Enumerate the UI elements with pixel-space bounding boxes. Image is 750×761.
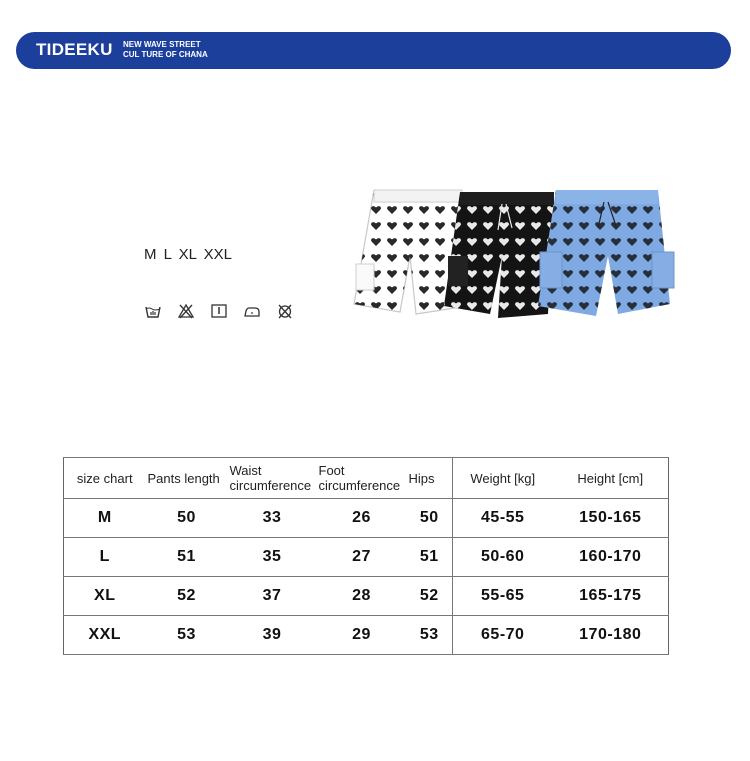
cell-weight: 50-60 bbox=[453, 538, 553, 577]
cell-pants-length: 50 bbox=[146, 499, 228, 538]
header-pants-length: Pants length bbox=[146, 458, 228, 499]
header-foot: Foot circumference bbox=[317, 458, 407, 499]
cell-height: 150-165 bbox=[553, 499, 669, 538]
available-sizes: M L XL XXL bbox=[144, 246, 232, 263]
hand-wash-icon bbox=[144, 303, 162, 319]
brand-name: TIDEEKU bbox=[36, 40, 113, 59]
header-size-chart: size chart bbox=[64, 458, 146, 499]
brand-banner bbox=[16, 32, 731, 69]
table-row bbox=[64, 499, 669, 538]
iron-icon bbox=[243, 303, 261, 319]
care-instructions bbox=[144, 303, 294, 319]
cell-hips: 50 bbox=[407, 499, 453, 538]
blue-shorts bbox=[538, 190, 674, 316]
tagline-line-1: NEW WAVE STREET bbox=[123, 40, 201, 49]
cell-pants-length: 51 bbox=[146, 538, 228, 577]
cell-foot: 27 bbox=[317, 538, 407, 577]
no-bleach-icon bbox=[177, 303, 195, 319]
brand-tagline bbox=[123, 40, 208, 60]
hang-dry-icon bbox=[210, 303, 228, 319]
header-hips: Hips bbox=[407, 458, 453, 499]
product-image-shorts bbox=[352, 186, 684, 324]
cell-size: XXL bbox=[64, 616, 146, 655]
table-row bbox=[64, 616, 669, 655]
table-row bbox=[64, 577, 669, 616]
cell-weight: 55-65 bbox=[453, 577, 553, 616]
cell-pants-length: 53 bbox=[146, 616, 228, 655]
cell-hips: 51 bbox=[407, 538, 453, 577]
cell-foot: 26 bbox=[317, 499, 407, 538]
header-waist: Waist circumference bbox=[228, 458, 317, 499]
size-chart bbox=[63, 457, 669, 655]
cell-height: 160-170 bbox=[553, 538, 669, 577]
cell-foot: 29 bbox=[317, 616, 407, 655]
cell-height: 170-180 bbox=[553, 616, 669, 655]
cell-hips: 52 bbox=[407, 577, 453, 616]
cell-weight: 65-70 bbox=[453, 616, 553, 655]
header-weight: Weight [kg] bbox=[453, 458, 553, 499]
cell-weight: 45-55 bbox=[453, 499, 553, 538]
table-row bbox=[64, 538, 669, 577]
cell-waist: 37 bbox=[228, 577, 317, 616]
cell-size: M bbox=[64, 499, 146, 538]
header-height: Height [cm] bbox=[553, 458, 669, 499]
cell-foot: 28 bbox=[317, 577, 407, 616]
cell-height: 165-175 bbox=[553, 577, 669, 616]
cell-size: L bbox=[64, 538, 146, 577]
cell-waist: 39 bbox=[228, 616, 317, 655]
cell-waist: 35 bbox=[228, 538, 317, 577]
cell-waist: 33 bbox=[228, 499, 317, 538]
size-chart-table bbox=[63, 457, 669, 655]
cell-hips: 53 bbox=[407, 616, 453, 655]
cell-size: XL bbox=[64, 577, 146, 616]
tagline-line-2: CUL TURE OF CHANA bbox=[123, 50, 208, 59]
cell-pants-length: 52 bbox=[146, 577, 228, 616]
black-shorts bbox=[444, 192, 554, 318]
size-chart-header-row bbox=[64, 458, 669, 499]
no-dry-clean-icon bbox=[276, 303, 294, 319]
